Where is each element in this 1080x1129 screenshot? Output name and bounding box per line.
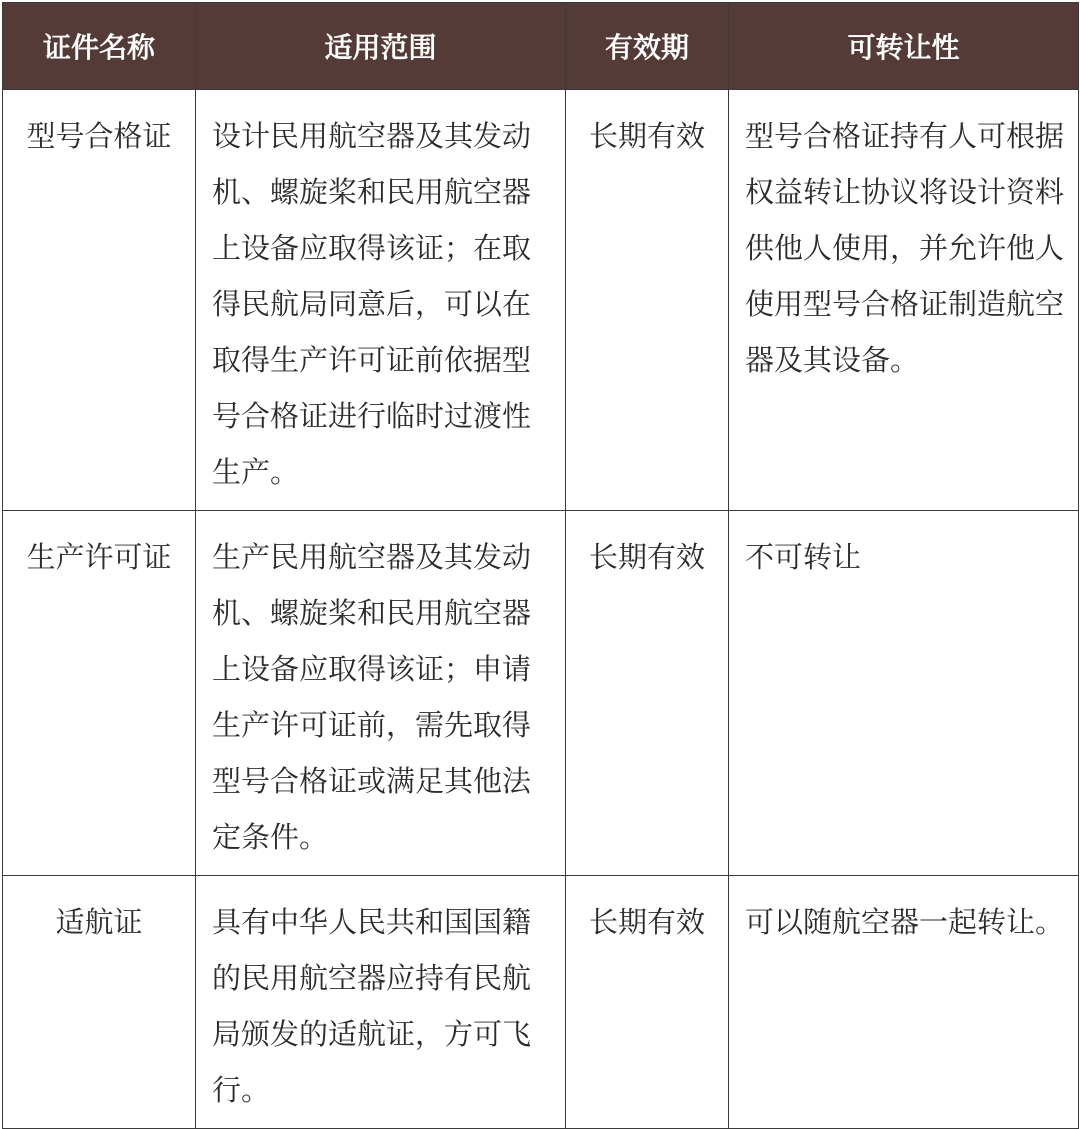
header-cert-name: 证件名称 [3,3,196,90]
cell-scope: 具有中华人民共和国国籍的民用航空器应持有民航局颁发的适航证，方可飞行。 [196,876,566,1129]
cell-cert-name: 适航证 [3,876,196,1129]
header-scope: 适用范围 [196,3,566,90]
cell-scope: 生产民用航空器及其发动机、螺旋桨和民用航空器上设备应取得该证；申请生产许可证前，需先取得型号合格证或满足其他法定条件。 [196,511,566,876]
cell-validity: 长期有效 [566,511,729,876]
table-header-row [3,3,1079,90]
cell-cert-name: 型号合格证 [3,90,196,511]
header-validity: 有效期 [566,3,729,90]
cell-scope: 设计民用航空器及其发动机、螺旋桨和民用航空器上设备应取得该证；在取得民航局同意后，可以在取得生产许可证前依据型号合格证进行临时过渡性生产。 [196,90,566,511]
cell-validity: 长期有效 [566,90,729,511]
table-row [3,90,1079,511]
certificate-table [2,2,1079,1129]
cell-cert-name: 生产许可证 [3,511,196,876]
table-row [3,511,1079,876]
header-transferability: 可转让性 [729,3,1079,90]
cell-transferability: 型号合格证持有人可根据权益转让协议将设计资料供他人使用，并允许他人使用型号合格证制造航空器及其设备。 [729,90,1079,511]
cell-transferability: 可以随航空器一起转让。 [729,876,1079,1129]
cell-validity: 长期有效 [566,876,729,1129]
table-row [3,876,1079,1129]
cell-transferability: 不可转让 [729,511,1079,876]
